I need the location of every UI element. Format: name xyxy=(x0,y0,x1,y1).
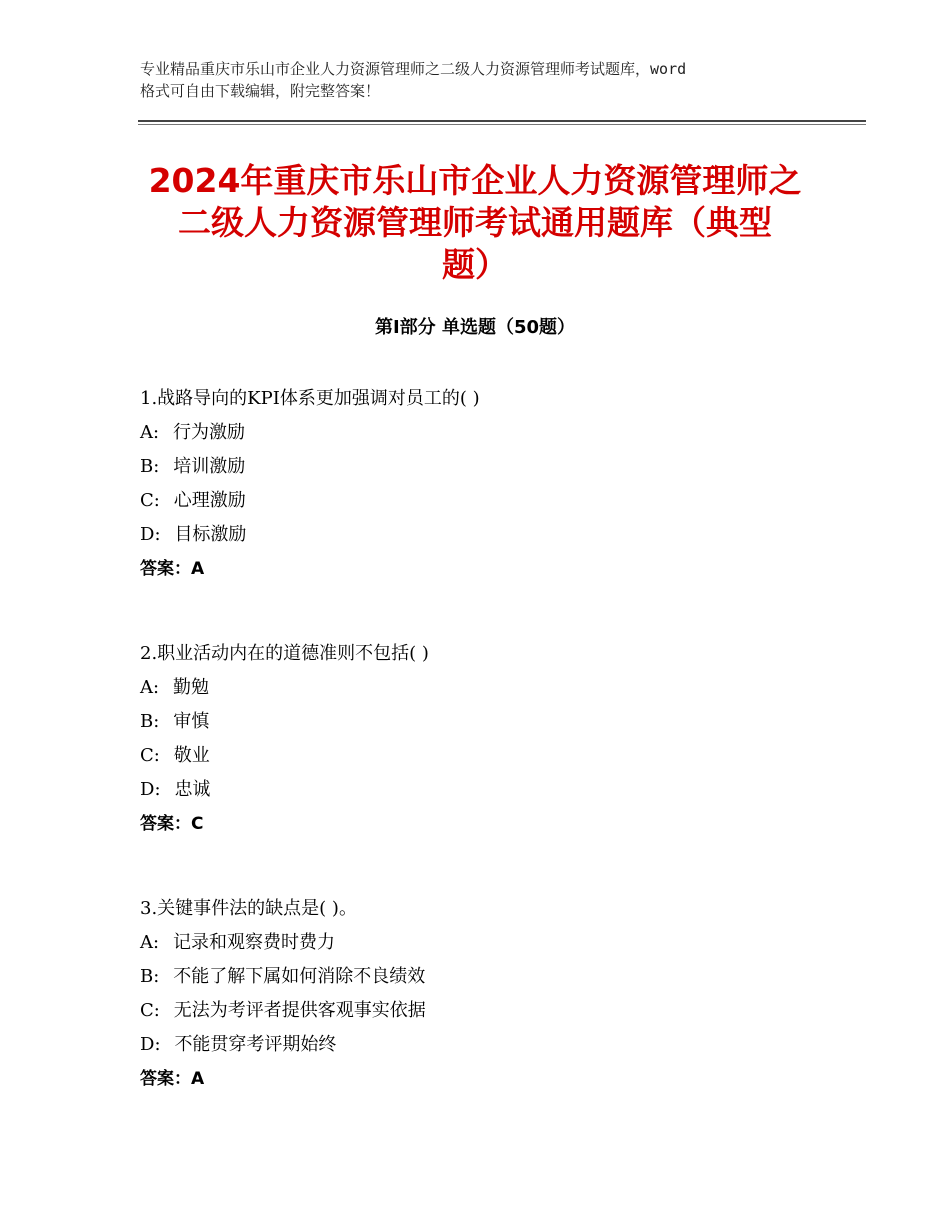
question-item xyxy=(140,637,840,841)
option-letter: D xyxy=(140,524,155,545)
option-letter: C xyxy=(140,745,154,766)
answer-line: 答案：A xyxy=(140,559,205,579)
option-b xyxy=(140,705,840,739)
option-text: 无法为考评者提供客观事实依据 xyxy=(173,1000,426,1021)
option-letter: D xyxy=(140,1034,155,1055)
option-d xyxy=(140,518,840,552)
option-separator: : xyxy=(153,422,160,443)
header-note-line: 专业精品重庆市乐山市企业人力资源管理师之二级人力资源管理师考试题库，word xyxy=(140,60,687,78)
question-item xyxy=(140,382,840,586)
option-separator: : xyxy=(154,779,161,800)
option-text: 心理激励 xyxy=(173,490,246,511)
option-c xyxy=(140,739,840,773)
option-b xyxy=(140,450,840,484)
question-stem: 1.战路导向的KPI体系更加强调对员工的( ) xyxy=(140,388,480,409)
option-letter: C xyxy=(140,490,154,511)
option-b xyxy=(140,960,840,994)
option-separator: : xyxy=(153,966,160,987)
option-separator: : xyxy=(154,524,161,545)
option-separator: : xyxy=(153,745,160,766)
answer-line: 答案：A xyxy=(140,1069,205,1089)
title-line: 二级人力资源管理师考试通用题库（典型 xyxy=(178,203,772,242)
divider-thin-line xyxy=(138,124,866,125)
title-line: 题） xyxy=(442,245,508,284)
document-title xyxy=(135,160,815,286)
option-text: 审慎 xyxy=(173,711,210,732)
option-text: 忠诚 xyxy=(174,779,211,800)
option-letter: B xyxy=(140,711,154,732)
divider-thick-line xyxy=(138,120,866,122)
question-list xyxy=(140,382,840,1147)
option-letter: D xyxy=(140,779,155,800)
option-letter: B xyxy=(140,966,154,987)
option-letter: C xyxy=(140,1000,154,1021)
option-d xyxy=(140,1028,840,1062)
option-c xyxy=(140,484,840,518)
option-text: 勤勉 xyxy=(173,677,209,698)
header-note xyxy=(140,58,840,102)
question-stem: 3.关键事件法的缺点是( )。 xyxy=(140,898,357,919)
option-separator: : xyxy=(153,456,160,477)
option-d xyxy=(140,773,840,807)
section-title: 第Ⅰ部分 单选题（50题） xyxy=(374,317,575,338)
option-separator: : xyxy=(154,1034,161,1055)
option-text: 敬业 xyxy=(173,745,210,766)
option-a xyxy=(140,926,840,960)
title-line: 2024年重庆市乐山市企业人力资源管理师之 xyxy=(148,161,802,200)
header-note-line: 格式可自由下载编辑，附完整答案！ xyxy=(140,82,381,100)
answer-line: 答案：C xyxy=(140,814,204,834)
option-separator: : xyxy=(153,677,160,698)
option-text: 记录和观察费时费力 xyxy=(173,932,335,953)
header-divider xyxy=(138,120,866,126)
option-letter: B xyxy=(140,456,154,477)
option-text: 培训激励 xyxy=(173,456,246,477)
option-a xyxy=(140,671,840,705)
option-separator: : xyxy=(153,490,160,511)
option-letter: A xyxy=(140,932,153,953)
option-separator: : xyxy=(153,711,160,732)
option-separator: : xyxy=(153,1000,160,1021)
option-text: 不能贯穿考评期始终 xyxy=(174,1034,337,1055)
question-item xyxy=(140,892,840,1096)
option-text: 行为激励 xyxy=(173,422,245,443)
option-c xyxy=(140,994,840,1028)
option-text: 不能了解下属如何消除不良绩效 xyxy=(173,966,426,987)
option-letter: A xyxy=(140,422,153,443)
option-separator: : xyxy=(153,932,160,953)
option-letter: A xyxy=(140,677,153,698)
option-text: 目标激励 xyxy=(174,524,247,545)
option-a xyxy=(140,416,840,450)
question-stem: 2.职业活动内在的道德准则不包括( ) xyxy=(140,643,429,664)
